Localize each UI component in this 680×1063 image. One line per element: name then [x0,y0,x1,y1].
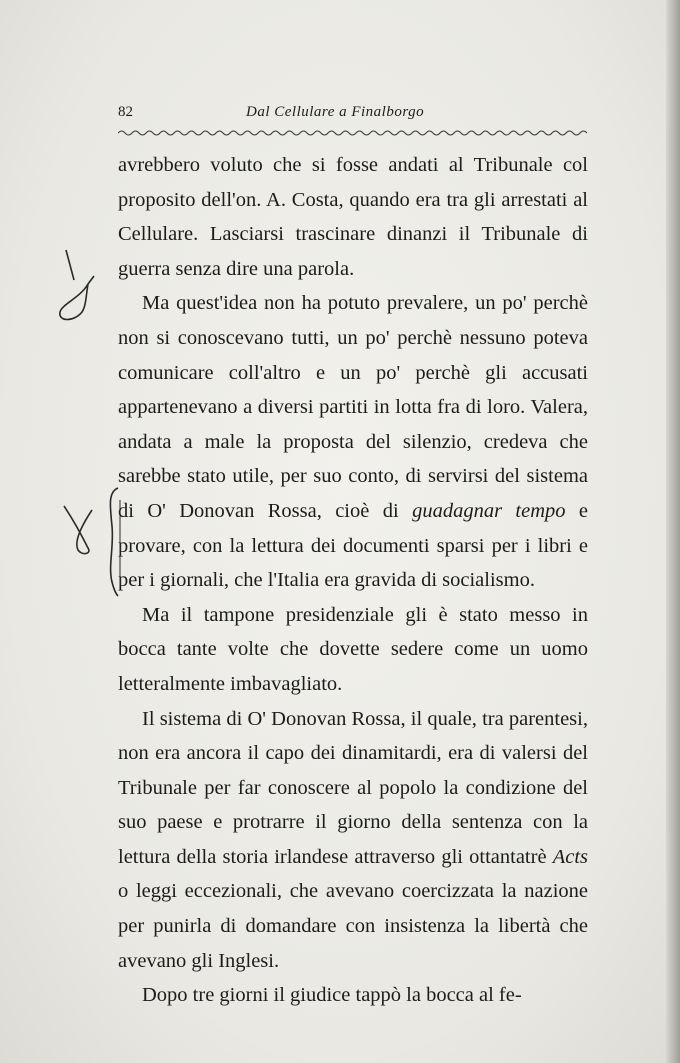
margin-annotation-bracket [102,486,122,598]
margin-annotation-cross-mark [58,498,98,558]
paragraph-2: Ma quest'idea non ha potuto prevalere, un po' perchè non si conoscevano tutti, un po' perchè nessuno poteva comunicare coll'altro e un po' perchè gli accusati appartenevano a diversi partiti in lotta fra di loro. Valera, andata a male la proposta del silenzio, credeva che sarebbe stato utile, per suo conto, di servirsi del sistema di O' Donovan Rossa, cioè di guadagnar tempo e provare, con la lettura dei documenti sparsi per i libri e per i giornali, che l'Italia era gravida di socialismo. [118,292,589,592]
paragraph-1: avrebbero voluto che si fosse andati al Tribunale col proposito dell'on. A. Costa, quando era tra gli arrestati al Cellulare. Lasciarsi trascinare dinanzi il Tribunale di guerra senza dire una parola. [118,154,588,280]
italic-phrase: guadagnar tempo [412,499,566,522]
italic-phrase: Acts [552,845,588,868]
paragraph-5: Dopo tre giorni il giudice tappò la bocca al fe- [142,984,522,1007]
page-edge-shadow [666,0,680,1063]
margin-annotation-delete-mark [52,246,102,326]
page-number: 82 [118,104,133,120]
header-wavy-rule [118,128,588,138]
paragraph-4: Il sistema di O' Donovan Rossa, il quale, tra parentesi, non era ancora il capo dei dinamitardi, era di valersi del Tribunale per far conoscere al popolo la condizione del suo paese e protrarre il giorno della sentenza con la lettura della storia irlandese attraverso gli ottantatrè Acts o leggi eccezionali, che avevano coercizzata la nazione per punirla di domandare con insistenza la libertà che avevano gli Inglesi. [118,707,588,972]
running-title: Dal Cellulare a Finalborgo [246,104,425,120]
body-text [118,148,588,1013]
page-header [118,104,588,130]
paragraph-3: Ma il tampone presidenziale gli è stato messo in bocca tante volte che dovette sedere come un uomo letteralmente imbavagliato. [118,603,588,695]
